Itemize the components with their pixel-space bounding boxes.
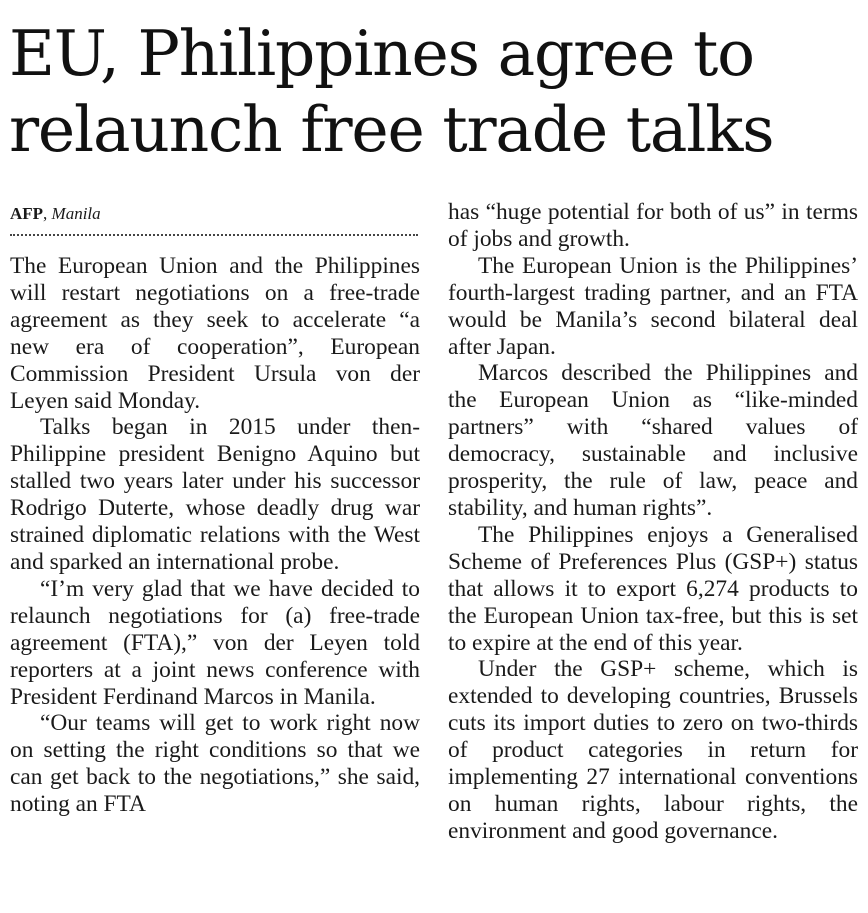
byline-agency: AFP: [10, 204, 44, 223]
article-column-1: [10, 253, 420, 818]
headline: [9, 16, 864, 168]
paragraph: The European Union is the Philippines’ fourth-largest trading partner, and an FTA would be Manila’s second bilateral deal after Japan.: [448, 252, 858, 360]
byline-separator: ,: [43, 204, 52, 223]
paragraph: Marcos described the Philippines and the European Union as “like-minded partners” with “shared values of democracy, sustainable and inclusive prosperity, the rule of law, peace and stability, and human rights”.: [448, 360, 858, 521]
dotted-divider: [10, 234, 418, 236]
paragraph-continued: has “huge potential for both of us” in terms of jobs and growth.: [448, 199, 858, 252]
article-column-2: [448, 199, 858, 845]
paragraph: Under the GSP+ scheme, which is extended to developing countries, Brussels cuts its import duties to zero on two-thirds of product categories in return for implementing 27 international conventions on human rights, labour rights, the environment and good governance.: [448, 656, 858, 844]
paragraph: “I’m very glad that we have decided to relaunch negotiations for (a) free-trade agreement (FTA),” von der Leyen told reporters at a joint news conference with President Ferdinand Marcos in Manila.: [10, 575, 420, 710]
paragraph: The Philippines enjoys a Generalised Scheme of Preferences Plus (GSP+) status that allows it to export 6,274 products to the European Union tax-free, but this is set to expire at the end of this year.: [448, 521, 858, 656]
paragraph: Talks began in 2015 under then-Philippine president Benigno Aquino but stalled two years later under his successor Rodrigo Duterte, whose deadly drug war strained diplomatic relations with the West and sparked an international probe.: [10, 414, 420, 575]
headline-line-1: EU, Philippines agree to: [9, 17, 754, 90]
paragraph: “Our teams will get to work right now on setting the right conditions so that we can get back to the negotiations,” she said, noting an FTA: [10, 710, 420, 818]
headline-line-2: relaunch free trade talks: [9, 93, 774, 166]
paragraph: The European Union and the Philippines will restart negotiations on a free-trade agreement as they seek to accelerate “a new era of cooperation”, European Commission President Ursula von der Leyen said Monday.: [10, 253, 420, 414]
byline: [10, 202, 418, 226]
byline-city: Manila: [51, 204, 101, 223]
